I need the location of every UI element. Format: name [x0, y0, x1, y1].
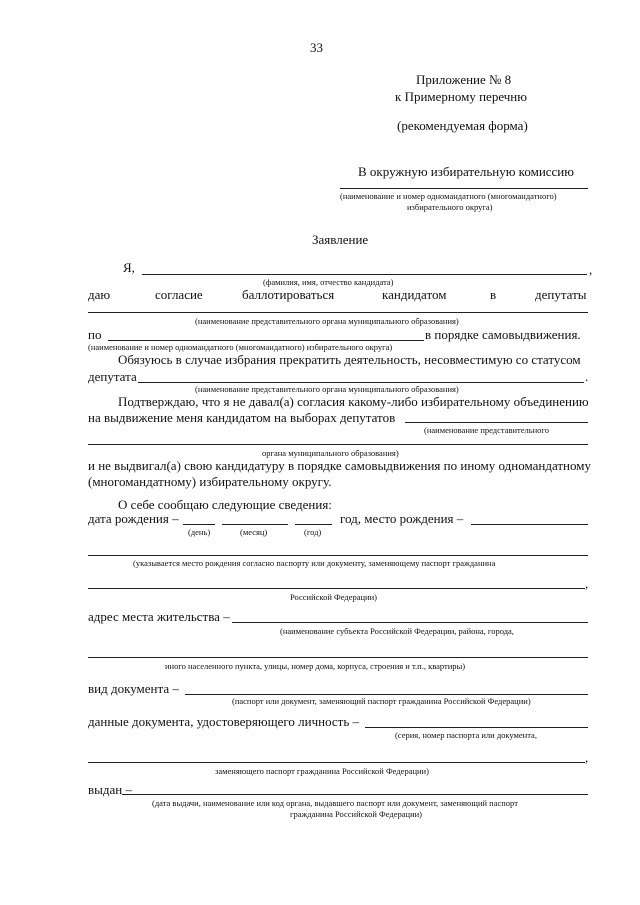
address-line2[interactable]	[88, 657, 588, 658]
doc-data-line2[interactable]	[88, 762, 585, 763]
district-line[interactable]	[108, 340, 424, 341]
doc-type-hint: (паспорт или документ, заменяющий паспорт гражданина Российской Федерации)	[232, 696, 531, 706]
label-i: Я,	[123, 260, 135, 275]
dob-month-line[interactable]	[222, 524, 288, 525]
label-po: по	[88, 327, 102, 342]
fio-hint: (фамилия, имя, отчество кандидата)	[263, 277, 394, 287]
deputy-line[interactable]	[138, 382, 584, 383]
month-hint: (месяц)	[240, 527, 268, 537]
address-line[interactable]	[232, 622, 588, 623]
body-hint: (наименование представительного органа муниципального образования)	[195, 316, 459, 326]
recommended-form: (рекомендуемая форма)	[397, 118, 528, 133]
label-doc-type: вид документа –	[88, 681, 179, 696]
document-title: Заявление	[312, 232, 369, 247]
confirm-2: на выдвижение меня кандидатом на выборах депутатов	[88, 410, 396, 425]
body-hint3b: органа муниципального образования)	[262, 448, 399, 458]
body-line[interactable]	[88, 312, 588, 313]
page-number: 33	[310, 40, 323, 55]
label-pob: год, место рождения –	[340, 511, 464, 526]
dob-year-line[interactable]	[295, 524, 332, 525]
period: .	[585, 369, 589, 384]
elections-line[interactable]	[405, 422, 588, 423]
issued-hint1: (дата выдачи, наименование или код органа, выдавшего паспорт или документ, заменяющий паспорт	[152, 798, 518, 808]
appendix-line2: к Примерному перечню	[395, 89, 527, 104]
addressee-hint1: (наименование и номер одномандатного (многомандатного)	[340, 191, 557, 201]
dob-day-line[interactable]	[183, 524, 215, 525]
consent-w3: баллотироваться	[242, 287, 335, 302]
doc-type-line[interactable]	[185, 694, 588, 695]
day-hint: (день)	[188, 527, 211, 537]
year-hint: (год)	[304, 527, 322, 537]
label-dob: дата рождения –	[88, 511, 179, 526]
consent-w6: депутаты	[535, 287, 587, 302]
doc-data-hint1: (серия, номер паспорта или документа,	[395, 730, 537, 740]
body-hint2: (наименование представительного органа муниципального образования)	[195, 384, 459, 394]
addressee: В окружную избирательную комиссию	[358, 164, 574, 179]
elections-line2[interactable]	[88, 444, 588, 445]
label-doc-data: данные документа, удостоверяющего личность –	[88, 714, 360, 729]
rf-hint: Российской Федерации)	[290, 592, 377, 602]
addressee-hint2: избирательного округа)	[407, 202, 493, 212]
district-hint: (наименование и номер одномандатного (многомандатного) избирательного округа)	[88, 342, 393, 352]
label-issued: выдан –	[88, 782, 132, 797]
pob-line[interactable]	[471, 524, 588, 525]
label-address: адрес места жительства –	[88, 609, 230, 624]
comma2: ,	[585, 576, 589, 591]
pob-line3[interactable]	[88, 588, 585, 589]
oblige-text: Обязуюсь в случае избрания прекратить деятельность, несовместимую со статусом	[118, 352, 581, 367]
appendix-line1: Приложение № 8	[416, 72, 512, 87]
issued-line[interactable]	[122, 794, 588, 795]
address-hint2: иного населенного пункта, улицы, номер дома, корпуса, строения и т.п., квартиры)	[165, 661, 466, 671]
doc-data-line[interactable]	[365, 727, 588, 728]
consent-w5: в	[490, 287, 497, 302]
address-hint1: (наименование субъекта Российской Федерации, района, города,	[280, 626, 514, 636]
confirm-1: Подтверждаю, что я не давал(а) согласия какому-либо избирательному объединению	[118, 394, 589, 409]
comma: ,	[589, 262, 593, 277]
doc-data-hint2: заменяющего паспорт гражданина Российской Федерации)	[215, 766, 429, 776]
confirm-4: (многомандатному) избирательному округу.	[88, 474, 332, 489]
body-hint3a: (наименование представительного	[424, 425, 549, 435]
consent-w2: согласие	[155, 287, 203, 302]
consent-w1: даю	[88, 287, 111, 302]
label-deputy: депутата	[88, 369, 137, 384]
pob-line2[interactable]	[88, 555, 588, 556]
addressee-line[interactable]	[340, 188, 588, 189]
fio-line[interactable]	[142, 274, 587, 275]
about-text: О себе сообщаю следующие сведения:	[118, 497, 332, 512]
comma3: ,	[585, 750, 589, 765]
self-nomination: в порядке самовыдвижения.	[425, 327, 581, 342]
pob-hint: (указывается место рождения согласно паспорту или документу, заменяющему паспорт гражданина	[133, 558, 496, 568]
issued-hint2: гражданина Российской Федерации)	[290, 809, 423, 819]
consent-w4: кандидатом	[382, 287, 447, 302]
confirm-3: и не выдвигал(а) свою кандидатуру в порядке самовыдвижения по иному одномандатному	[88, 458, 591, 473]
